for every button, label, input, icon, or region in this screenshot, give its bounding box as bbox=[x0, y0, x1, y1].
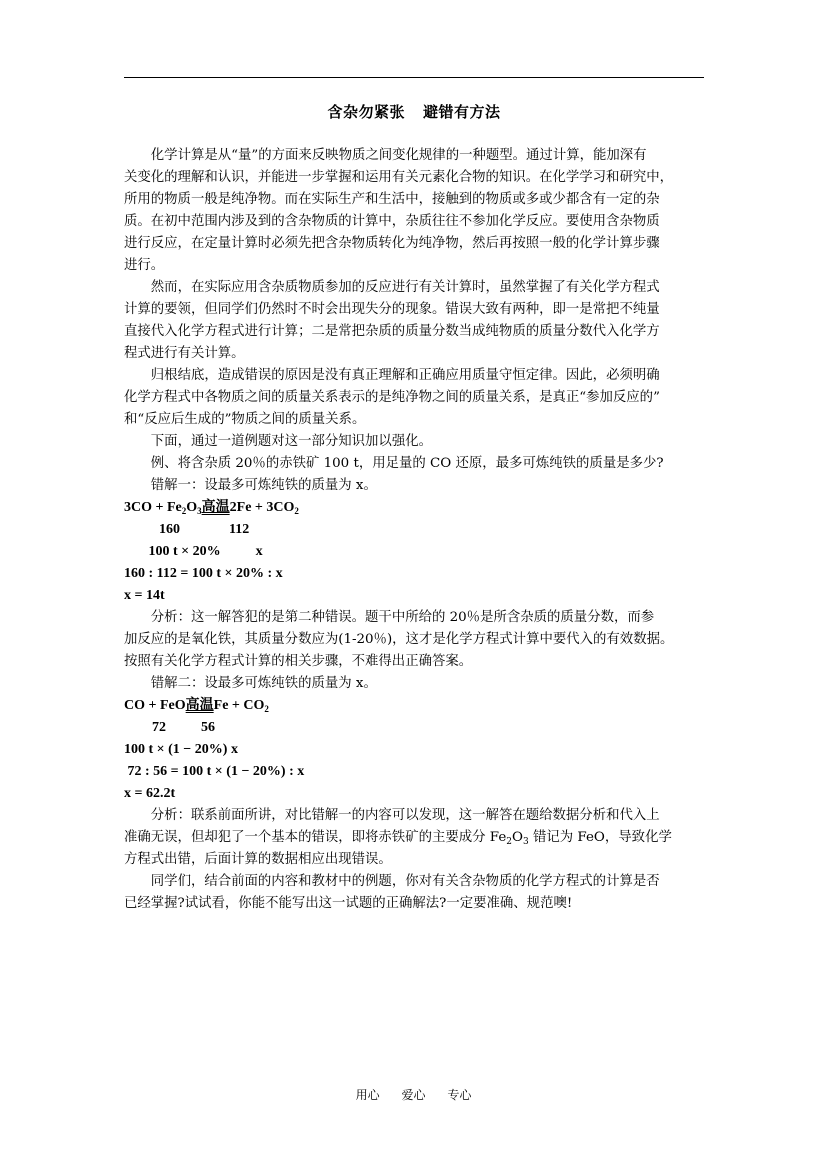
footer-item: 爱心 bbox=[401, 1088, 426, 1102]
title-part1: 含杂勿紧张 bbox=[327, 103, 405, 121]
text-line: 归根结底，造成错误的原因是没有真正理解和正确应用质量守恒定律。因此，必须明确 bbox=[150, 368, 660, 383]
text-line: 同学们，结合前面的内容和教材中的例题，你对有关含杂物质的化学方程式的计算是否 bbox=[150, 874, 660, 889]
example-question: 例、将含杂质 20％的赤铁矿 100 t，用足量的 CO 还原，最多可炼纯铁的质量是多少? bbox=[150, 456, 664, 471]
wrong-solution-1-intro: 错解一：设最多可炼纯铁的质量为 x。 bbox=[150, 478, 377, 493]
text-line: 按照有关化学方程式计算的相关步骤，不难得出正确答案。 bbox=[124, 654, 473, 669]
paragraph-intro bbox=[124, 145, 709, 277]
result-2: x = 62.2t bbox=[124, 786, 176, 801]
page-footer bbox=[0, 1086, 827, 1103]
ratio-1: 160 : 112 = 100 t × 20% : x bbox=[124, 566, 283, 581]
footer-item: 专心 bbox=[447, 1088, 472, 1102]
text-line: 方程式出错，后面计算的数据相应出现错误。 bbox=[124, 852, 392, 867]
text-line: 进行反应，在定量计算时必须先把含杂物质转化为纯净物，然后再按照一般的化学计算步骤 bbox=[124, 236, 660, 251]
text-line: 进行。 bbox=[124, 258, 165, 273]
text-line: 质。在初中范围内涉及到的含杂物质的计算中，杂质往往不参加化学反应。要使用含杂物质 bbox=[124, 214, 660, 229]
result-1: x = 14t bbox=[124, 588, 165, 603]
text-line: 直接代入化学方程式进行计算；二是常把杂质的质量分数当成纯物质的质量分数代入化学方 bbox=[124, 324, 660, 339]
page-title bbox=[124, 101, 704, 122]
text-line: 所用的物质一般是纯净物。而在实际生产和生活中，接触到的物质或多或少都含有一定的杂 bbox=[124, 192, 660, 207]
text-line: 和“反应后生成的”物质之间的质量关系。 bbox=[124, 412, 366, 427]
wrong-solution-2-intro: 错解二：设最多可炼纯铁的质量为 x。 bbox=[150, 676, 377, 691]
closing-paragraph bbox=[124, 871, 709, 915]
text-line: 计算的要领，但同学们仍然时不时会出现失分的现象。错误大致有两种，即一是常把不纯量 bbox=[124, 302, 660, 317]
amounts-2: 100 t × (1 − 20%) x bbox=[124, 742, 238, 757]
text-line: 分析：联系前面所讲，对比错解一的内容可以发现，这一解答在题给数据分析和代入上 bbox=[150, 808, 660, 823]
title-part2: 避错有方法 bbox=[423, 103, 501, 121]
reaction-equation-1: $3CO + Fe_2O_3$高温$2Fe + 3CO_2$ bbox=[124, 500, 299, 516]
reaction-equation-2: CO + FeO高温$Fe + CO_2$ bbox=[124, 698, 269, 714]
text-line: 化学方程式中各物质之间的质量关系表示的是纯净物之间的质量关系，是真正“参加反应的” bbox=[124, 390, 660, 405]
analysis-2 bbox=[124, 805, 709, 871]
wrong-solution-1-equation bbox=[124, 497, 709, 607]
text-line: 已经掌握?试试看，你能不能写出这一试题的正确解法?一定要准确、规范噢! bbox=[124, 896, 573, 911]
footer-item: 用心 bbox=[355, 1088, 380, 1102]
text-line: 准确无误，但却犯了一个基本的错误，即将赤铁矿的主要成分 $Fe_2O_3$ 错记为 FeO，导致化学 bbox=[124, 830, 672, 847]
text-line: 关变化的理解和认识，并能进一步掌握和运用有关元素化合物的知识。在化学学习和研究中， bbox=[124, 170, 674, 185]
paragraph-errors bbox=[124, 277, 709, 365]
text-line: 程式进行有关计算。 bbox=[124, 346, 245, 361]
molar-masses-2: 72 56 bbox=[124, 720, 215, 735]
paragraph-cause bbox=[124, 365, 709, 431]
text-line: 分析：这一解答犯的是第二种错误。题干中所给的 20％是所含杂质的质量分数，而参 bbox=[150, 610, 655, 625]
molar-masses-1: 160 112 bbox=[124, 522, 250, 537]
text-line: 加反应的是氧化铁，其质量分数应为(1-20％)，这才是化学方程式计算中要代入的有效数据。 bbox=[124, 632, 674, 647]
analysis-1 bbox=[124, 607, 709, 673]
paragraph-lead: 下面，通过一道例题对这一部分知识加以强化。 bbox=[150, 434, 432, 449]
wrong-solution-2-equation bbox=[124, 695, 709, 805]
text-line: 然而，在实际应用含杂质物质参加的反应进行有关计算时，虽然掌握了有关化学方程式 bbox=[150, 280, 660, 295]
ratio-2: 72 : 56 = 100 t × (1 − 20%) : x bbox=[124, 764, 305, 779]
amounts-1: 100 t × 20% x bbox=[124, 544, 263, 559]
header-rule bbox=[124, 77, 704, 78]
article-body bbox=[124, 145, 709, 915]
text-line: 化学计算是从“量”的方面来反映物质之间变化规律的一种题型。通过计算，能加深有 bbox=[150, 148, 647, 163]
